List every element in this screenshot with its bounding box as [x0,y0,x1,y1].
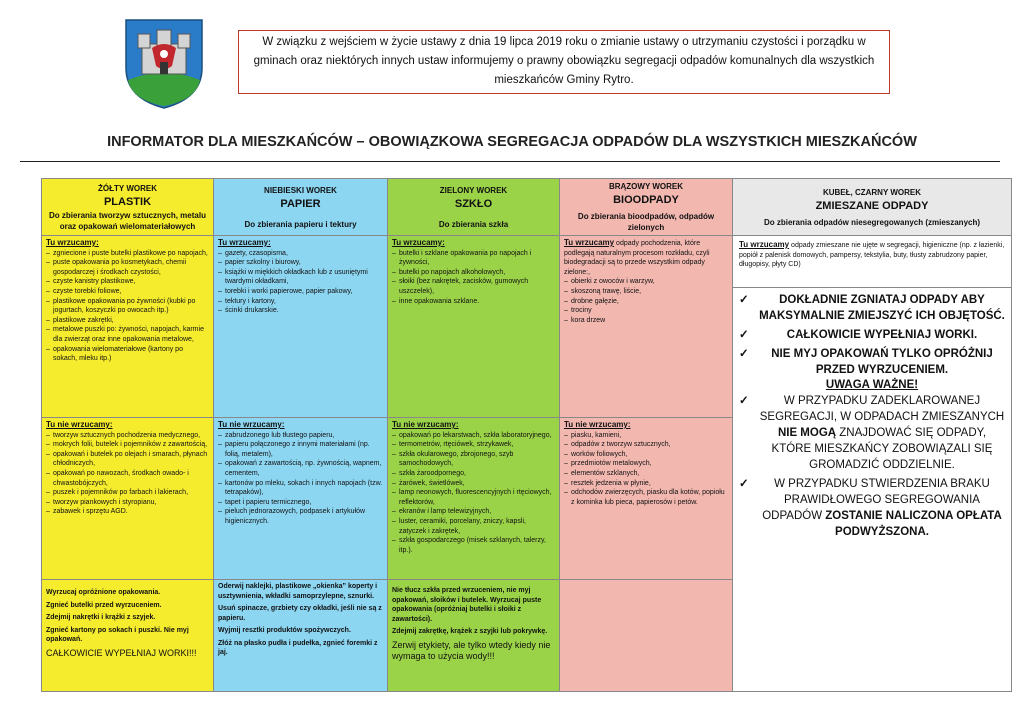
tip: Wyrzucaj opróżnione opakowania. [46,589,161,596]
tips-cell-szklo [388,580,560,692]
tip: Zdejmij nakrętki i krążki z szyjek. [46,614,156,621]
list-item: – szkła żaroodpornego, [392,469,555,479]
check-icon: ✓ [739,294,749,306]
yes-label-papier: Tu wrzucamy: [218,238,271,247]
yes-list-bio [564,277,728,325]
header-szklo [388,179,560,236]
header-plastik [42,179,214,236]
no-list-szklo [392,431,555,556]
no-label-bio: Tu nie wrzucamy: [564,420,631,429]
header-bio [560,179,733,236]
name-papier: PAPIER [280,197,321,210]
list-item: – tworzyw piankowych i styropianu, [46,498,209,508]
yes-intro-zmieszane: odpady zmieszane nie ujęte w segregacji, higieniczne (np. z łazienki, popiół z palenisk domowych, pampersy, tekstylia, buty, tłusty zabrudzony papier, długopisy, płyty CD) [739,242,1005,269]
list-item: – elementów szklanych, [564,469,728,479]
list-item: – skoszoną trawę, liście, [564,287,728,297]
name-bio: BIOODPADY [613,194,679,206]
coat-of-arms-logo [124,18,204,110]
name-plastik: PLASTIK [103,195,152,208]
list-item: – mokrych folii, butelek i pojemników z zawartością, [46,440,209,450]
list-item: – pieluch jednorazowych, podpasek i artykułów higienicznych. [218,507,383,526]
tip: Zdejmij zakrętkę, krążek z szyjki lub pokrywkę. [392,628,548,635]
list-item: – żarówek, świetlówek, [392,479,555,489]
purpose-szklo: Do zbierania szkła [438,219,509,229]
list-item: – worków foliowych, [564,450,728,460]
instruction-fill-bags: ✓ CAŁKOWICIE WYPEŁNIAJ WORKI. [739,329,978,341]
bag-label-plastik: ŻÓŁTY WOREK [98,183,157,193]
list-item: – plastikowe opakowania po żywności (kubki po jogurtach, koszyczki po owocach itp.) [46,297,209,316]
list-item: – przedmiotów metalowych, [564,459,728,469]
yes-list-plastik [46,249,209,364]
list-item: – trociny [564,306,728,316]
no-label-szklo: Tu nie wrzucamy: [392,420,459,429]
check-icon: ✓ [739,329,749,341]
tip: Usuń spinacze, grzbiety czy okładki, jeśli nie są z papieru. [218,605,382,622]
list-item: – resztek jedzenia w płynie, [564,479,728,489]
list-item: – tworzyw sztucznych pochodzenia medycznego, [46,431,209,441]
check-icon: ✓ [739,348,749,360]
list-item: – opakowań i butelek po olejach i smarach, płynach chłodniczych, [46,450,209,469]
list-item: – torebki i worki papierowe, papier pakowy, [218,287,383,297]
bag-label-papier: NIEBIESKI WOREK [264,185,337,195]
list-item: – czyste kanistry plastikowe, [46,277,209,287]
purpose-papier: Do zbierania papieru i tektury [244,219,357,229]
tip: Złóż na płasko pudła i pudełka, zgnieć foremki z jaj. [218,639,378,656]
purpose-zmieszane: Do zbierania odpadów niesegregowanych (zmieszanych) [763,217,981,227]
no-cell-szklo [388,418,560,580]
yes-label-szklo: Tu wrzucamy: [392,238,445,247]
list-item: – tektury i kartony, [218,297,383,307]
segregation-table [41,178,1012,692]
no-cell-bio [560,418,733,580]
instruction-do-not-wash: ✓ NIE MYJ OPAKOWAŃ TYLKO OPRÓŻNIJ PRZED WYRZUCENIEM. [739,348,993,376]
tip: Zgnieć kartony po sokach i puszki. Nie myj opakowań. [46,626,189,643]
list-item: – szkła gospodarczego (misek szklanych, talerzy, itp.). [392,536,555,555]
list-item: – drobne gałęzie, [564,297,728,307]
list-item: – puszek i pojemników po farbach i lakierach, [46,488,209,498]
bag-label-zmieszane: KUBEŁ, CZARNY WOREK [822,187,922,197]
yes-cell-bio [560,236,733,418]
header-zmieszane [733,179,1012,236]
check-icon: ✓ [739,477,749,490]
list-item: – termometrów, rtęciówek, strzykawek, [392,440,555,450]
no-label-papier: Tu nie wrzucamy: [218,420,285,429]
list-item: – luster, ceramiki, porcelany, zniczy, kapsli, zatyczek i zakrętek, [392,517,555,536]
list-item: – zabrudzonego lub tłustego papieru, [218,431,383,441]
list-item: – butelki i szklane opakowania po napojach i żywności, [392,249,555,268]
tip: Oderwij naklejki, plastikowe „okienka” koperty i usztywnienia, wkładki samoprzylepne, sznurki. [218,583,378,600]
legal-notice: W związku z wejściem w życie ustawy z dnia 19 lipca 2019 roku o zmianie ustawy o utrzymaniu czystości i porządku w gminach oraz niektórych innych ustaw informujemy o prawny obowiązku segregacji odpadów komunalnych dla wszystkich mieszkańców Gminy Rytro. [238,30,890,94]
name-zmieszane: ZMIESZANE ODPADY [815,199,929,212]
no-cell-plastik [42,418,214,580]
list-item: – zabawek i sprzętu AGD. [46,507,209,517]
tips-cell-plastik [42,580,214,692]
list-item: – szkła okularowego, zbrojonego, szyb samochodowych, [392,450,555,469]
bag-label-bio: BRĄZOWY WOREK [608,182,684,191]
list-item: – inne opakowania szklane. [392,297,555,307]
list-item: – słoiki (bez nakrętek, zacisków, gumowych uszczelek), [392,277,555,296]
list-item: – papieru połączonego z innymi materiałami (np. folią, metalem), [218,440,383,459]
tip: Nie tłucz szkła przed wrzuceniem, nie myj opakowań, słoików i butelek. Wyrzucaj puste opakowania (opróżniaj butelki i słoiki z zawartości). [392,587,542,623]
list-item: – kora drzew [564,316,728,326]
no-label-plastik: Tu nie wrzucamy: [46,420,113,429]
yes-list-papier [218,249,383,316]
list-item: – butelki po napojach alkoholowych, [392,268,555,278]
yes-label-zmieszane: Tu wrzucamy [739,240,790,249]
no-list-bio [564,431,728,508]
warning-heading: UWAGA WAŻNE! [825,379,919,391]
list-item: – czyste torebki foliowe, [46,287,209,297]
list-item: – opakowań po lekarstwach, szkła laboratoryjnego, [392,431,555,441]
list-item: – lamp neonowych, fluorescencyjnych i rtęciowych, reflektorów, [392,488,555,507]
yes-label-plastik: Tu wrzucamy: [46,238,99,247]
yes-intro-bio: odpady pochodzenia, które podlegają naturalnym procesom rozkładu, czyli biodegradacji są to przede wszystkim odpady zielone:, [564,240,710,276]
list-item: – opakowań po nawozach, środkach owado- i chwastobójczych, [46,469,209,488]
list-item: – ścinki drukarskie. [218,306,383,316]
list-item: – kartonów po mleku, sokach i innych napojach (tzw. tetrapaków), [218,479,383,498]
yes-cell-szklo [388,236,560,418]
title-divider [20,161,1000,162]
check-icon: ✓ [739,394,749,407]
purpose-plastik: Do zbierania tworzyw sztucznych, metalu oraz opakowań wielomateriałowych [49,210,206,231]
tips-cell-papier [214,580,388,692]
instructions-cell-zmieszane [733,288,1012,692]
header-papier [214,179,388,236]
yes-list-szklo [392,249,555,307]
list-item: – ekranów i lamp telewizyjnych, [392,507,555,517]
tip-fill-bags: CAŁKOWICIE WYPEŁNIAJ WORKI!!! [46,647,197,658]
list-item: – odchodów zwierzęcych, piasku dla kotów, popiołu z kominka lub pieca, papierosów i petów. [564,488,728,507]
purpose-bio: Do zbierania bioodpadów, odpadów zielonych [577,212,715,232]
list-item: – gazety, czasopisma, [218,249,383,259]
yes-cell-plastik [42,236,214,418]
yes-cell-zmieszane [733,236,1012,288]
list-item: – obierki z owoców i warzyw, [564,277,728,287]
no-list-papier [218,431,383,527]
tip-labels: Zerwij etykiety, ale tylko wtedy kiedy nie wymaga to użycia wody!!! [392,639,551,661]
instruction-declared-segregation: ✓ W PRZYPADKU ZADEKLAROWANEJ SEGREGACJI, W ODPADACH ZMIESZANYCH NIE MOGĄ ZNAJDOWAĆ SIĘ ODPADY, KTÓRE MIESZKAŃCY ZOBOWIĄZALI SIĘ GROMADZIĆ ODDZIELNIE. [739,394,1005,471]
bag-label-szklo: ZIELONY WOREK [439,185,508,195]
list-item: – tapet i papieru termicznego, [218,498,383,508]
instruction-compress: ✓ DOKŁADNIE ZGNIATAJ ODPADY ABY MAKSYMALNIE ZMIEJSZYĆ ICH OBJĘTOŚĆ. [739,294,1005,322]
list-item: – plastikowe zakrętki, [46,316,209,326]
list-item: – metalowe puszki po: żywności, napojach, karmie dla zwierząt oraz inne opakowania metalowe, [46,325,209,344]
list-item: – odpadów z tworzyw sztucznych, [564,440,728,450]
tip: Zgnieć butelki przed wyrzuceniem. [46,601,162,609]
tips-cell-bio [560,580,733,692]
tip: Wyjmij resztki produktów spożywczych. [218,627,351,634]
instruction-higher-fee: ✓ W PRZYPADKU STWIERDZENIA BRAKU PRAWIDŁOWEGO SEGREGOWANIA ODPADÓW ZOSTANIE NALICZONA OPŁATA PODWYŻSZONA. [739,477,1002,538]
list-item: – puste opakowania po kosmetykach, chemii gospodarczej i środkach czystości, [46,258,209,277]
list-item: – książki w miękkich okładkach lub z usuniętymi twardymi okładkami, [218,268,383,287]
no-list-plastik [46,431,209,517]
name-szklo: SZKŁO [454,197,493,210]
list-item: – piasku, kamieni, [564,431,728,441]
list-item: – opakowań z zawartością, np. żywnością, wapnem, cementem, [218,459,383,478]
no-cell-papier [214,418,388,580]
list-item: – opakowania wielomateriałowe (kartony po sokach, mleku itp.) [46,345,209,364]
page-title: INFORMATOR DLA MIESZKAŃCÓW – OBOWIĄZKOWA SEGREGACJA ODPADÓW DLA WSZYSTKICH MIESZKAŃCÓW [107,134,917,150]
list-item: – papier szkolny i biurowy, [218,258,383,268]
list-item: – zgniecione i puste butelki plastikowe po napojach, [46,249,209,259]
yes-cell-papier [214,236,388,418]
yes-label-bio: Tu wrzucamy [564,238,615,247]
